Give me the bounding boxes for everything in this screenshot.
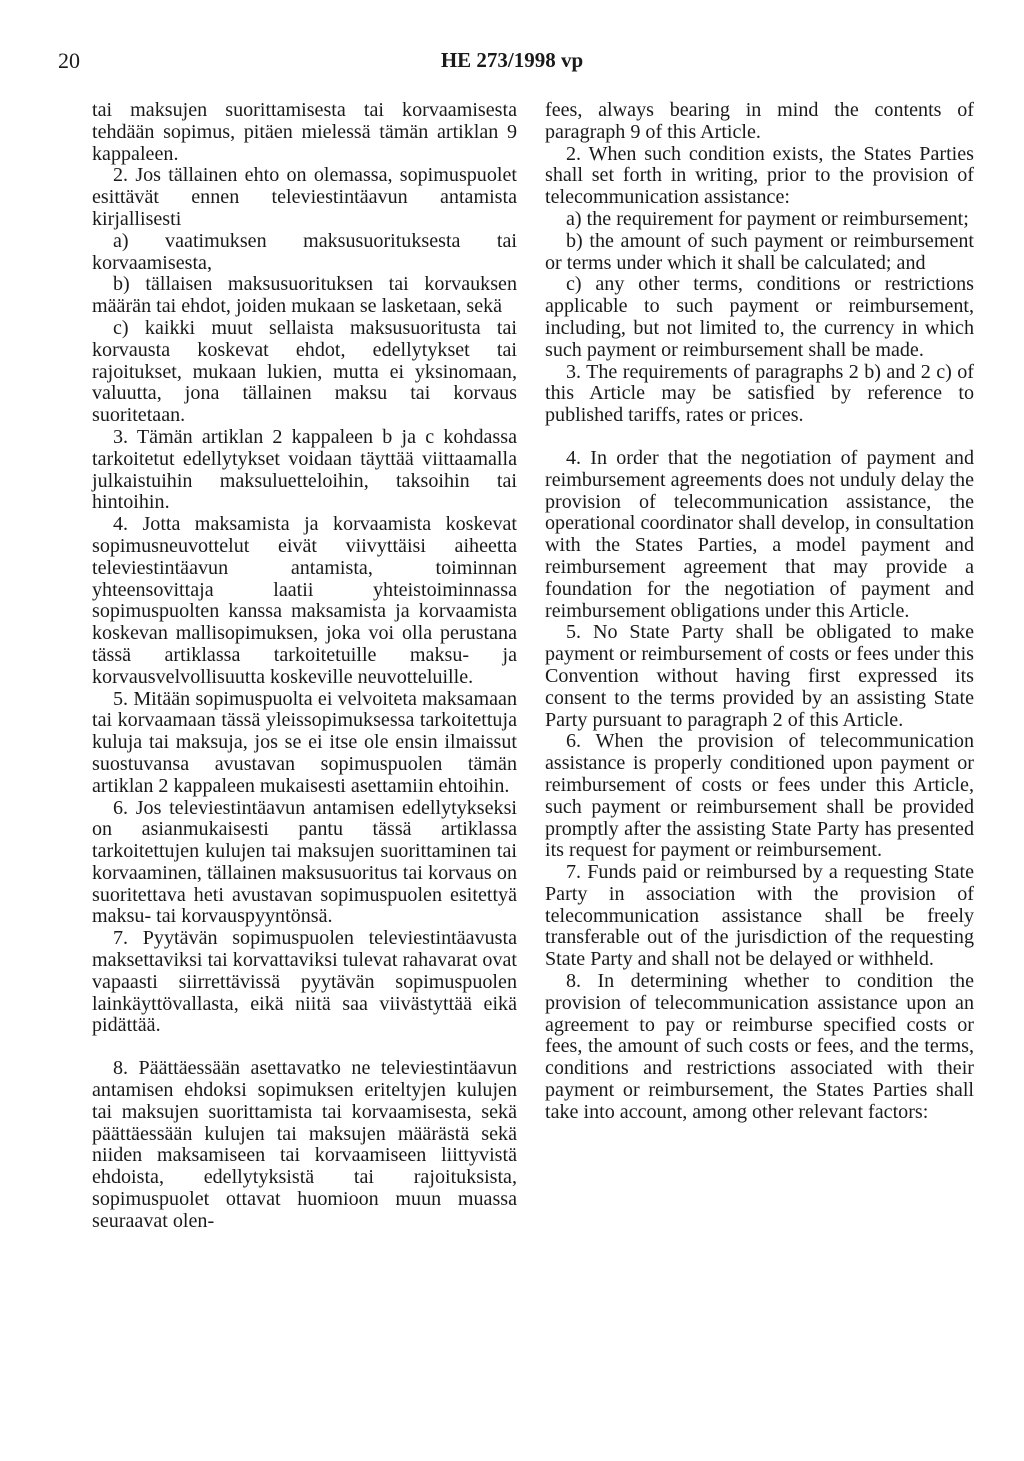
paragraph-en-2c: c) any other terms, conditions or restrictions applicable to such payment or reimbursement, including, but not limited to, the currency in which such payment or reimbursement shall be made. — [545, 273, 974, 361]
paragraph-en-3: 3. The requirements of paragraphs 2 b) and 2 c) of this Article may be satisfied by reference to published tariffs, rates or prices. — [545, 360, 974, 427]
english-column — [545, 100, 974, 1124]
paragraph-fi-2a: a) vaatimuksen maksusuorituksesta tai korvaamisesta, — [92, 229, 517, 274]
paragraph-fi-2c: c) kaikki muut sellaista maksusuoritusta tai korvausta koskevat ehdot, edellytykset tai rajoitukset, mukaan lukien, mutta ei yksinomaan, valuutta, jona tällainen maksu tai korvaus suoritetaan. — [92, 316, 517, 427]
paragraph-en-cont: fees, always bearing in mind the contents of paragraph 9 of this Article. — [545, 99, 974, 143]
paragraph-fi-cont: tai maksujen suorittamisesta tai korvaamisesta tehdään sopimus, pitäen mielessä tämän artiklan 9 kappaleen. — [92, 99, 517, 165]
paragraph-gap — [545, 427, 974, 448]
paragraph-fi-4: 4. Jotta maksamista ja korvaamista koskevat sopimusneuvottelut eivät viivyttäisi aiheetta televiestintäavun antamista, toiminnan yhteensovittaja laatii yhteistoiminnassa sopimuspuolten kanssa maksamista ja korvaamista koskevan mallisopimuksen, joka voi olla perustana tässä artiklassa tarkoitetuille maksu- ja korvausvelvollisuutta koskeville neuvotteluille. — [92, 513, 517, 688]
paragraph-en-2b: b) the amount of such payment or reimbursement or terms under which it shall be calculated; and — [545, 229, 974, 274]
paragraph-fi-6: 6. Jos televiestintäavun antamisen edellytykseksi on asianmukaisesti pantu tässä artiklassa tarkoitettujen kulujen tai maksujen suorittaminen tai korvaaminen, tällainen maksusuoritus tai korvaus on suoritettava heti avustavan sopimuspuolen esitettyä maksu- tai korvauspyyntönsä. — [92, 796, 517, 928]
paragraph-fi-8: 8. Päättäessään asettavatko ne televiestintäavun antamisen ehdoksi sopimuksen eriteltyjen kulujen tai maksujen suorittamista tai korvaamisesta, sekä päättäessään kulujen tai maksujen määrästä sekä niiden maksamiseen tai korvaamiseen liittyvistä ehdoista, edellytyksistä tai rajoituksista, sopimuspuolet ottavat huomioon muun muassa seuraavat olen- — [92, 1057, 517, 1232]
paragraph-fi-3: 3. Tämän artiklan 2 kappaleen b ja c kohdassa tarkoitetut edellytykset voidaan täyttää viittaamalla julkaistuihin maksuluetteloihin, taksoihin tai hintoihin. — [92, 425, 517, 514]
paragraph-en-2: 2. When such condition exists, the States Parties shall set forth in writing, prior to the provision of telecommunication assistance: — [545, 142, 974, 209]
running-head: HE 273/1998 vp — [440, 48, 584, 72]
page-number: 20 — [58, 48, 80, 73]
finnish-column — [92, 100, 517, 1233]
paragraph-fi-2: 2. Jos tällainen ehto on olemassa, sopimuspuolet esittävät ennen televiestintäavun antamista kirjallisesti — [92, 164, 517, 230]
paragraph-en-8: 8. In determining whether to condition the provision of telecommunication assistance upon an agreement to pay or reimburse specified costs or fees, the amount of such costs or fees, and the terms, conditions and restrictions associated with their payment or reimbursement, the States Parties shall take into account, among other relevant factors: — [545, 970, 974, 1123]
paragraph-en-6: 6. When the provision of telecommunication assistance is properly conditioned upon payment or reimbursement of costs or fees under this Article, such payment or reimbursement shall be provided promptly after the assisting State Party has presented its request for payment or reimbursement. — [545, 730, 974, 862]
paragraph-fi-7: 7. Pyytävän sopimuspuolen televiestintäavusta maksettaviksi tai korvattaviksi tulevat rahavarat ovat vapaasti siirrettävissä pyytävän sopimuspuolen lainkäyttövallasta, eikä niitä saa viivästyttää eikä pidättää. — [92, 927, 517, 1037]
paragraph-fi-2b: b) tällaisen maksusuorituksen tai korvauksen määrän tai ehdot, joiden mukaan se lasketaan, sekä — [92, 273, 517, 318]
paragraph-en-4: 4. In order that the negotiation of payment and reimbursement agreements does not unduly delay the provision of telecommunication assistance, the operational coordinator shall develop, in consultation with the States Parties, a model payment and reimbursement agreement that may provide a foundation for the negotiation of payment and reimbursement obligations under this Article. — [545, 446, 974, 622]
paragraph-en-5: 5. No State Party shall be obligated to make payment or reimbursement of costs or fees under this Convention without having first expressed its consent to the terms provided by an assisting State Party pursuant to paragraph 2 of this Article. — [545, 621, 974, 731]
paragraph-en-7: 7. Funds paid or reimbursed by a requesting State Party in association with the provision of telecommunication assistance shall be freely transferable out of the jurisdiction of the requesting State Party and shall not be delayed or withheld. — [545, 861, 974, 971]
paragraph-fi-5: 5. Mitään sopimuspuolta ei velvoiteta maksamaan tai korvaamaan tässä yleissopimuksessa tarkoitettuja kuluja tai maksuja, jos se ei itse ole ensin ilmaissut suostuvansa avustavan sopimuspuolen tämän artiklan 2 kappaleen mukaisesti asettamiin ehtoihin. — [92, 687, 517, 797]
paragraph-en-2a: a) the requirement for payment or reimbursement; — [566, 207, 969, 230]
paragraph-gap — [92, 1037, 517, 1058]
